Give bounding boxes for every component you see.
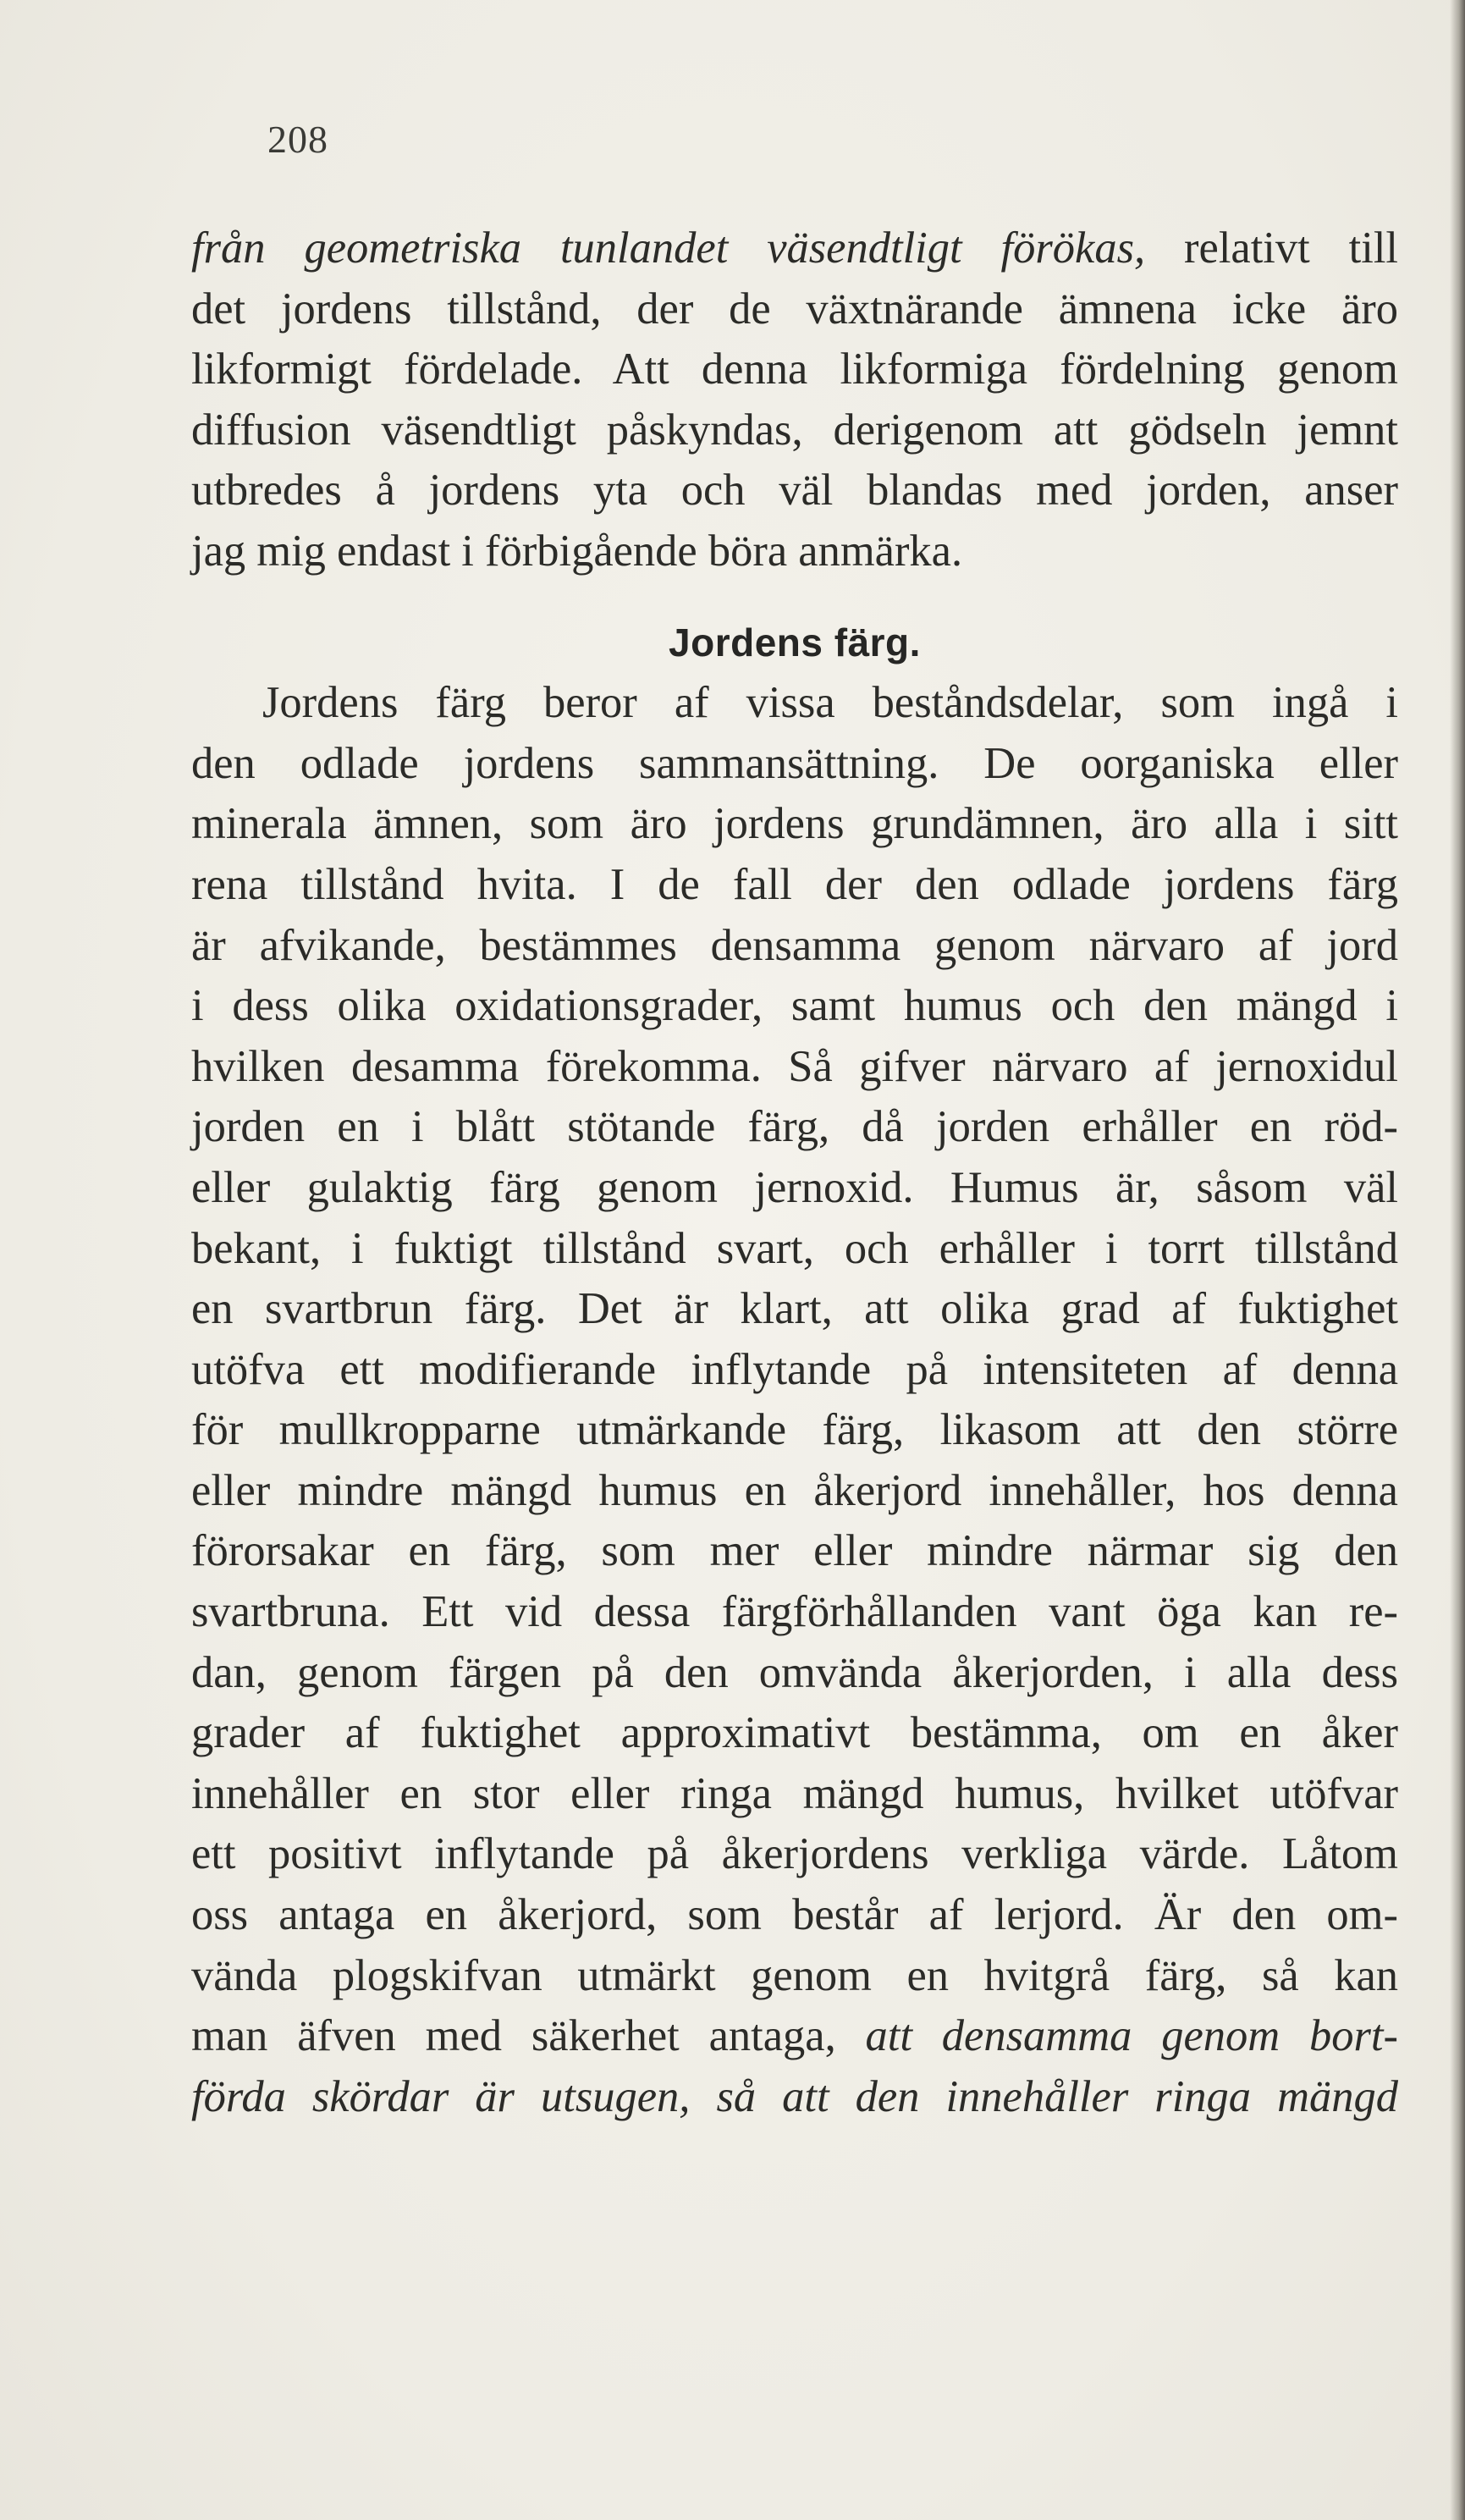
page-number: 208	[267, 118, 328, 161]
text-line: förorsakar en färg, som mer eller mindre närmar sig den	[191, 1526, 1398, 1576]
text-line: eller mindre mängd humus en åkerjord innehåller, hos denna	[191, 1465, 1398, 1515]
text-line: för mullkropparne utmärkande färg, likasom att den större	[191, 1405, 1398, 1455]
text-line: i dess olika oxidationsgrader, samt humus och den mängd i	[191, 981, 1398, 1031]
italic-phrase: från geometriska tunlandet väsendtligt förökas,	[191, 223, 1146, 273]
text-line: utöfva ett modifierande inflytande på intensiteten af denna	[191, 1344, 1398, 1394]
text-line: det jordens tillstånd, der de växtnärande ämnena icke äro	[191, 284, 1398, 334]
paragraph-continuation	[191, 218, 1398, 582]
text-line: eller gulaktig färg genom jernoxid. Humus är, såsom väl	[191, 1162, 1398, 1212]
body-text	[191, 218, 1398, 2127]
page-edge-shadow	[1450, 0, 1465, 2520]
text-line: jorden en i blått stötande färg, då jorden erhåller en röd-	[191, 1102, 1398, 1152]
text-line: Jordens färg beror af vissa beståndsdelar, som ingå i	[262, 678, 1398, 728]
italic-phrase: förda skördar är utsugen, så att den innehåller ringa mängd	[191, 2071, 1398, 2121]
text-line	[191, 2006, 1398, 2067]
text-line: likformigt fördelade. Att denna likformiga fördelning genom	[191, 345, 1398, 394]
text-line: grader af fuktighet approximativt bestämma, om en åker	[191, 1708, 1398, 1758]
text-line: svartbruna. Ett vid dessa färgförhållanden vant öga kan re-	[191, 1587, 1398, 1637]
text-line: rena tillstånd hvita. I de fall der den odlade jordens färg	[191, 859, 1398, 909]
text-line: dan, genom färgen på den omvända åkerjorden, i alla dess	[191, 1647, 1398, 1697]
paragraph-jordens-farg	[191, 673, 1398, 2127]
text-line: hvilken desamma förekomma. Så gifver närvaro af jernoxidul	[191, 1041, 1398, 1091]
text-line	[191, 2067, 1398, 2128]
text-line	[191, 218, 1398, 279]
text-line: jag mig endast i förbigående böra anmärka.	[191, 526, 963, 576]
text-line: ett positivt inflytande på åkerjordens verkliga värde. Låtom	[191, 1829, 1398, 1879]
text-line: oss antaga en åkerjord, som består af lerjord. Är den om-	[191, 1890, 1398, 1940]
text-line: utbredes å jordens yta och väl blandas med jorden, anser	[191, 466, 1398, 516]
text-line: en svartbrun färg. Det är klart, att olika grad af fuktighet	[191, 1284, 1398, 1334]
text-line: är afvikande, bestämmes densamma genom närvaro af jord	[191, 920, 1398, 970]
text-line: innehåller en stor eller ringa mängd humus, hvilket utöfvar	[191, 1768, 1398, 1818]
text-line: vända plogskifvan utmärkt genom en hvitgrå färg, så kan	[191, 1950, 1398, 2000]
text-span: man äfven med säkerhet antaga,	[191, 2011, 866, 2061]
text-line: minerala ämnen, som äro jordens grundämnen, äro alla i sitt	[191, 799, 1398, 849]
text-line: bekant, i fuktigt tillstånd svart, och erhåller i torrt tillstånd	[191, 1223, 1398, 1273]
italic-phrase: att densamma genom bort-	[865, 2011, 1398, 2061]
text-line: den odlade jordens sammansättning. De oorganiska eller	[191, 738, 1398, 788]
section-heading: Jordens färg.	[669, 620, 921, 664]
text-line: diffusion väsendtligt påskyndas, derigenom att gödseln jemnt	[191, 405, 1398, 455]
text-span: relativt till	[1145, 223, 1398, 273]
